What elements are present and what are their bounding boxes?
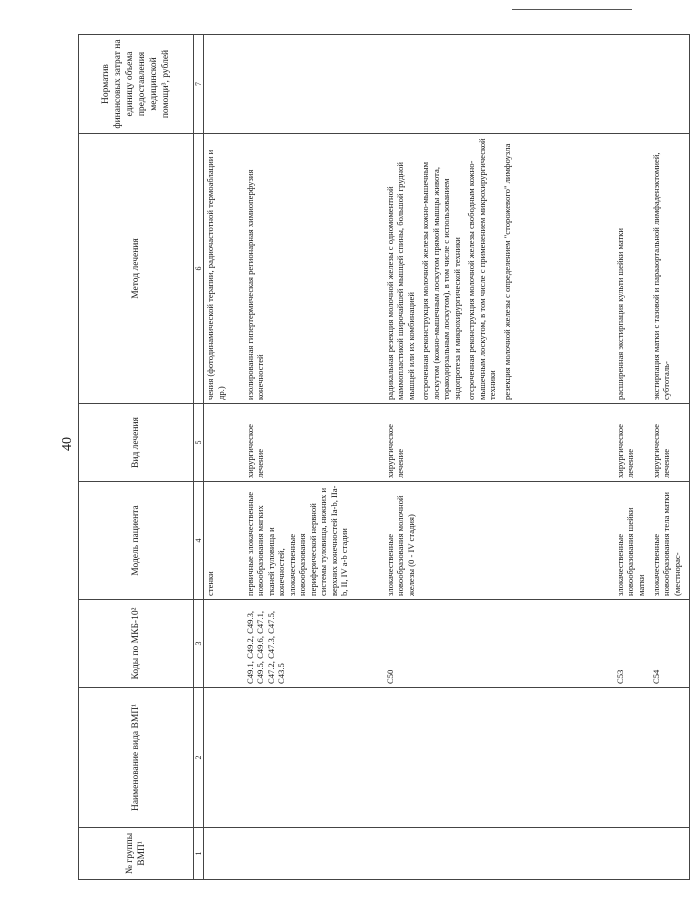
treatment-method-item: расширенная экстирпация культи шейки матки bbox=[614, 227, 625, 400]
column-number-row bbox=[194, 35, 204, 880]
cell-treatment-type: хирургическое лечение bbox=[384, 404, 614, 482]
treatment-method-item: отсроченная реконструкция молочной железы свободным кожно-мышечным лоскутом, в том числе с применением микрохирургической техники bbox=[466, 138, 497, 400]
cell-treatment-method bbox=[650, 134, 690, 404]
cell-icd-codes: C54 bbox=[650, 600, 690, 688]
cell-patient-model: злокачественные новообразования тела матки (местнорас- bbox=[650, 482, 690, 600]
column-number: 6 bbox=[194, 134, 204, 404]
cell-icd-codes: C53 bbox=[614, 600, 650, 688]
cell-cost-norm bbox=[614, 35, 650, 134]
cell-treatment-method bbox=[204, 134, 244, 404]
treatment-method-item: радикальная резекция молочной железы с одномоментной маммопластикой широчайшей мышцей спины, большой грудной мышцей или их комбинацией bbox=[384, 162, 416, 400]
cell-icd-codes: C49.1, C49.2, C49.3, C49.5, C49.6, C47.1, C47.2, C47.3, C47.5, C43.5 bbox=[244, 600, 384, 688]
cell-vmp-name bbox=[244, 688, 384, 828]
treatment-method-item: чения (фотодинамической терапии, радиочастотной термоаблации и др.) bbox=[205, 149, 226, 400]
cell-cost-norm bbox=[204, 35, 244, 134]
cell-cost-norm bbox=[384, 35, 614, 134]
header-patient-model: Модель пациента bbox=[79, 482, 194, 600]
column-number: 7 bbox=[194, 35, 204, 134]
cell-treatment-type bbox=[204, 404, 244, 482]
cell-treatment-type: хирургическое лечение bbox=[614, 404, 650, 482]
header-treatment-method: Метод лечения bbox=[79, 134, 194, 404]
cell-group-number bbox=[614, 828, 650, 880]
table-row bbox=[204, 35, 244, 880]
cell-patient-model: первичные злокачественные новообразования мягких тканей туловища и конечностей, злокачественные новообразования периферической нервной системы туловища, нижних и верхних конечностей Ia-b, IIa-b, II, IV a-b стадии bbox=[244, 482, 384, 600]
cell-group-number bbox=[650, 828, 690, 880]
rotated-page bbox=[78, 10, 682, 880]
cell-vmp-name bbox=[384, 688, 614, 828]
header-group-number: № группы ВМП¹ bbox=[79, 828, 194, 880]
header-cost-norm: Норматив финансовых затрат на единицу объема предоставления медицинской помощи³, рублей bbox=[79, 35, 194, 134]
column-number: 4 bbox=[194, 482, 204, 600]
cell-icd-codes: C50 bbox=[384, 600, 614, 688]
header-vmp-name: Наименование вида ВМП¹ bbox=[79, 688, 194, 828]
cell-treatment-type: хирургическое лечение bbox=[650, 404, 690, 482]
column-number: 3 bbox=[194, 600, 204, 688]
header-icd-codes: Коды по МКБ-10² bbox=[79, 600, 194, 688]
cell-patient-model: злокачественные новообразования шейки матки bbox=[614, 482, 650, 600]
cell-cost-norm bbox=[650, 35, 690, 134]
cell-treatment-method bbox=[384, 134, 614, 404]
cell-group-number bbox=[244, 828, 384, 880]
cell-treatment-method bbox=[614, 134, 650, 404]
table-row bbox=[384, 35, 614, 880]
cell-icd-codes bbox=[204, 600, 244, 688]
treatment-method-item: экстирпация матки с тазовой и парааортальной лимфаденэктомией, субтоталь- bbox=[650, 152, 671, 400]
treatment-method-item: изолированная гипертермическая регионарная химиоперфузия конечностей bbox=[244, 169, 265, 400]
cell-vmp-name bbox=[614, 688, 650, 828]
cell-patient-model: злокачественные новообразования молочной железы (0 - IV стадия) bbox=[384, 482, 614, 600]
header-row bbox=[79, 35, 194, 880]
header-treatment-type: Вид лечения bbox=[79, 404, 194, 482]
cell-cost-norm bbox=[244, 35, 384, 134]
cell-group-number bbox=[384, 828, 614, 880]
cell-treatment-type: хирургическое лечение bbox=[244, 404, 384, 482]
cell-treatment-method bbox=[244, 134, 384, 404]
table-row bbox=[650, 35, 690, 880]
column-number: 5 bbox=[194, 404, 204, 482]
treatment-method-item: резекция молочной железы с определением "сторожевого" лимфоузла bbox=[501, 143, 512, 400]
cell-group-number bbox=[204, 828, 244, 880]
page-number: 40 bbox=[60, 437, 75, 451]
table-row bbox=[614, 35, 650, 880]
table-row bbox=[244, 35, 384, 880]
cell-patient-model: стенки bbox=[204, 482, 244, 600]
vmp-table bbox=[78, 34, 690, 880]
column-number: 1 bbox=[194, 828, 204, 880]
column-number: 2 bbox=[194, 688, 204, 828]
cell-vmp-name bbox=[650, 688, 690, 828]
treatment-method-item: отсроченная реконструкция молочной железы кожно-мышечным лоскутом (кожно-мышечным лоскутом прямой мышцы живота, торакодорзальным лоскутом), в том числе с использованием эндопротеза и микрохирургической техники bbox=[420, 161, 462, 400]
cell-vmp-name bbox=[204, 688, 244, 828]
